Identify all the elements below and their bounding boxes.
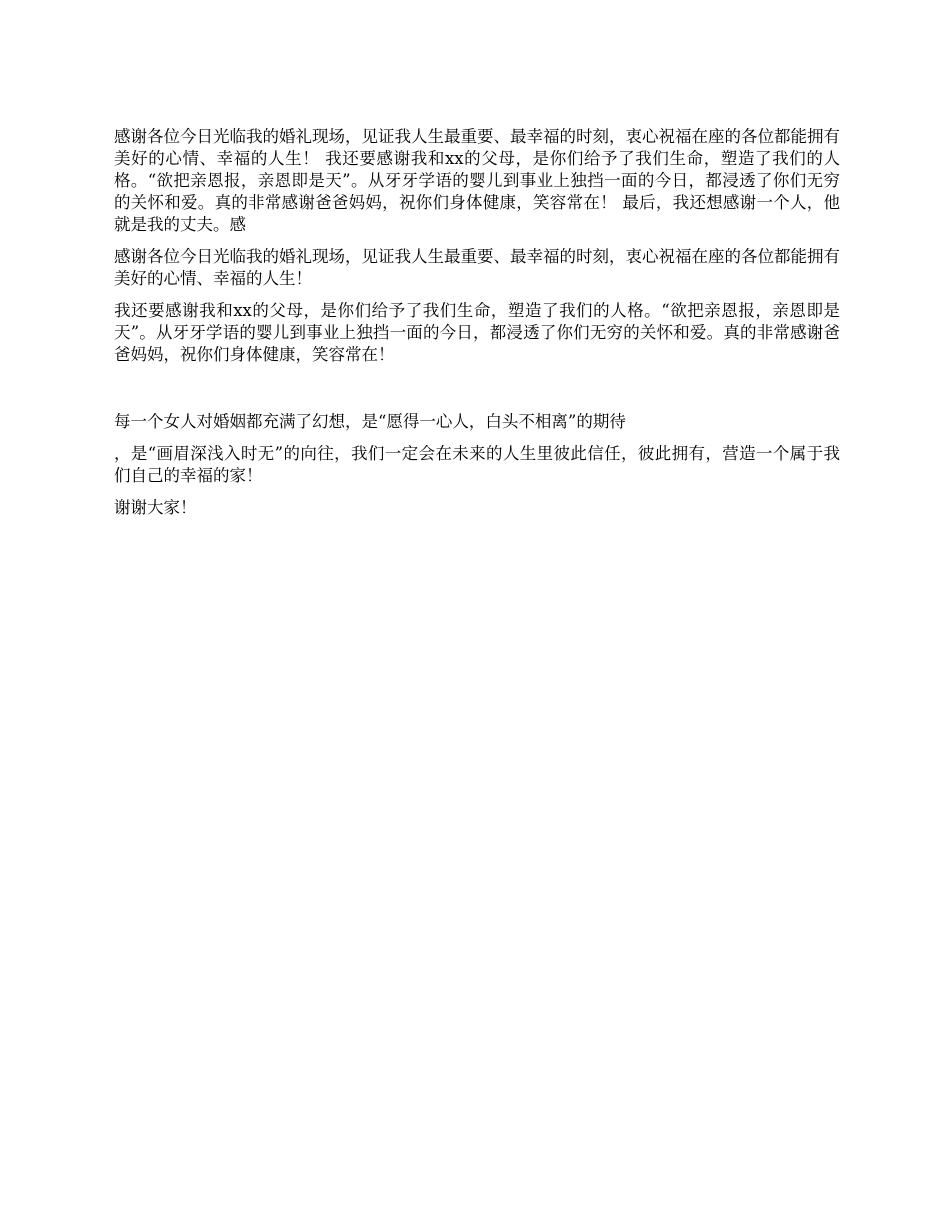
paragraph-5: ，是“画眉深浅入时无”的向往，我们一定会在未来的人生里彼此信任，彼此拥有，营造一个属于我们自己的幸福的家！ bbox=[114, 444, 840, 485]
paragraph-4: 每一个女人对婚姻都充满了幻想，是“愿得一心人，白头不相离”的期待 bbox=[114, 412, 626, 431]
paragraph-2: 感谢各位今日光临我的婚礼现场，见证我人生最重要、最幸福的时刻，衷心祝福在座的各位都能拥有美好的心情、幸福的人生！ bbox=[114, 247, 840, 288]
paragraph-spacer bbox=[114, 376, 840, 411]
paragraph-1: 感谢各位今日光临我的婚礼现场，见证我人生最重要、最幸福的时刻，衷心祝福在座的各位都能拥有美好的心情、幸福的人生！ 我还要感谢我和xx的父母，是你们给予了我们生命，塑造了我们的人格。“欲把亲恩报，亲恩即是天”。从牙牙学语的婴儿到事业上独挡一面的今日，都浸透了你们无穷的关怀和爱。真的非常感谢爸爸妈妈，祝你们身体健康，笑容常在！ 最后，我还想感谢一个人，他就是我的丈夫。感 bbox=[114, 127, 840, 234]
paragraph-6: 谢谢大家！ bbox=[114, 498, 197, 517]
document-body bbox=[114, 126, 840, 529]
paragraph-3: 我还要感谢我和xx的父母，是你们给予了我们生命，塑造了我们的人格。“欲把亲恩报，亲恩即是天”。从牙牙学语的婴儿到事业上独挡一面的今日，都浸透了你们无穷的关怀和爱。真的非常感谢爸爸妈妈，祝你们身体健康，笑容常在！ bbox=[114, 301, 840, 364]
